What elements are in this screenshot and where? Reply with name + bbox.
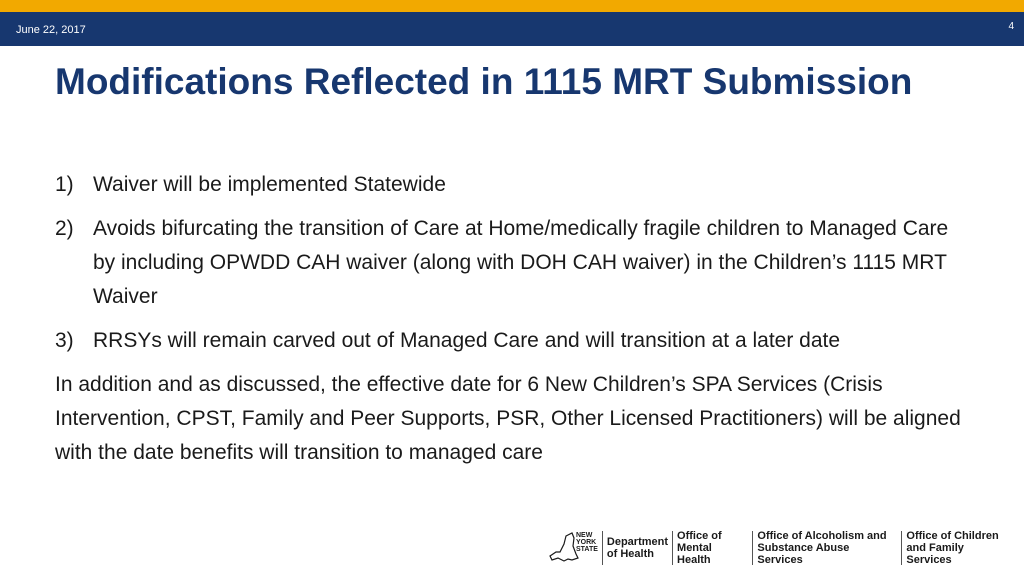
- agency-ocfs: Office of Children and Family Services: [901, 531, 1016, 565]
- list-item-number: 1): [55, 173, 74, 196]
- slide-content: [55, 168, 975, 470]
- ny-state-map-icon: [546, 530, 580, 564]
- list-item-text: RRSYs will remain carved out of Managed Care and will transition at a later date: [93, 329, 841, 352]
- list-item: [55, 324, 975, 358]
- nys-logo: [546, 528, 602, 568]
- summary-paragraph: In addition and as discussed, the effective date for 6 New Children’s SPA Services (Crisis Intervention, CPST, Family and Peer Supports, PSR, Other Licensed Practitioners) will be aligned with the date benefits will transition to managed care: [55, 373, 961, 464]
- top-blue-bar: [0, 12, 1024, 46]
- nys-wordmark: NEW YORK STATE: [576, 532, 598, 553]
- list-item-text: Waiver will be implemented Statewide: [93, 173, 446, 196]
- slide-title: Modifications Reflected in 1115 MRT Submission: [55, 61, 913, 102]
- agency-footer: [546, 528, 1016, 568]
- list-item-number: 2): [55, 217, 74, 240]
- list-item: [55, 212, 975, 314]
- list-item-text: Avoids bifurcating the transition of Care at Home/medically fragile children to Managed Care by including OPWDD CAH waiver (along with DOH CAH waiver) in the Children’s 1115 MRT Waiver: [93, 217, 949, 308]
- list-item: [55, 168, 975, 202]
- list-item-number: 3): [55, 329, 74, 352]
- top-gold-bar: [0, 0, 1024, 12]
- slide-date: June 22, 2017: [16, 24, 86, 36]
- agency-department-of-health: Department of Health: [602, 531, 672, 565]
- agency-office-of-mental-health: Office of Mental Health: [672, 531, 752, 565]
- page-number: 4: [1008, 21, 1014, 32]
- agency-oasas: Office of Alcoholism and Substance Abuse Services: [752, 531, 901, 565]
